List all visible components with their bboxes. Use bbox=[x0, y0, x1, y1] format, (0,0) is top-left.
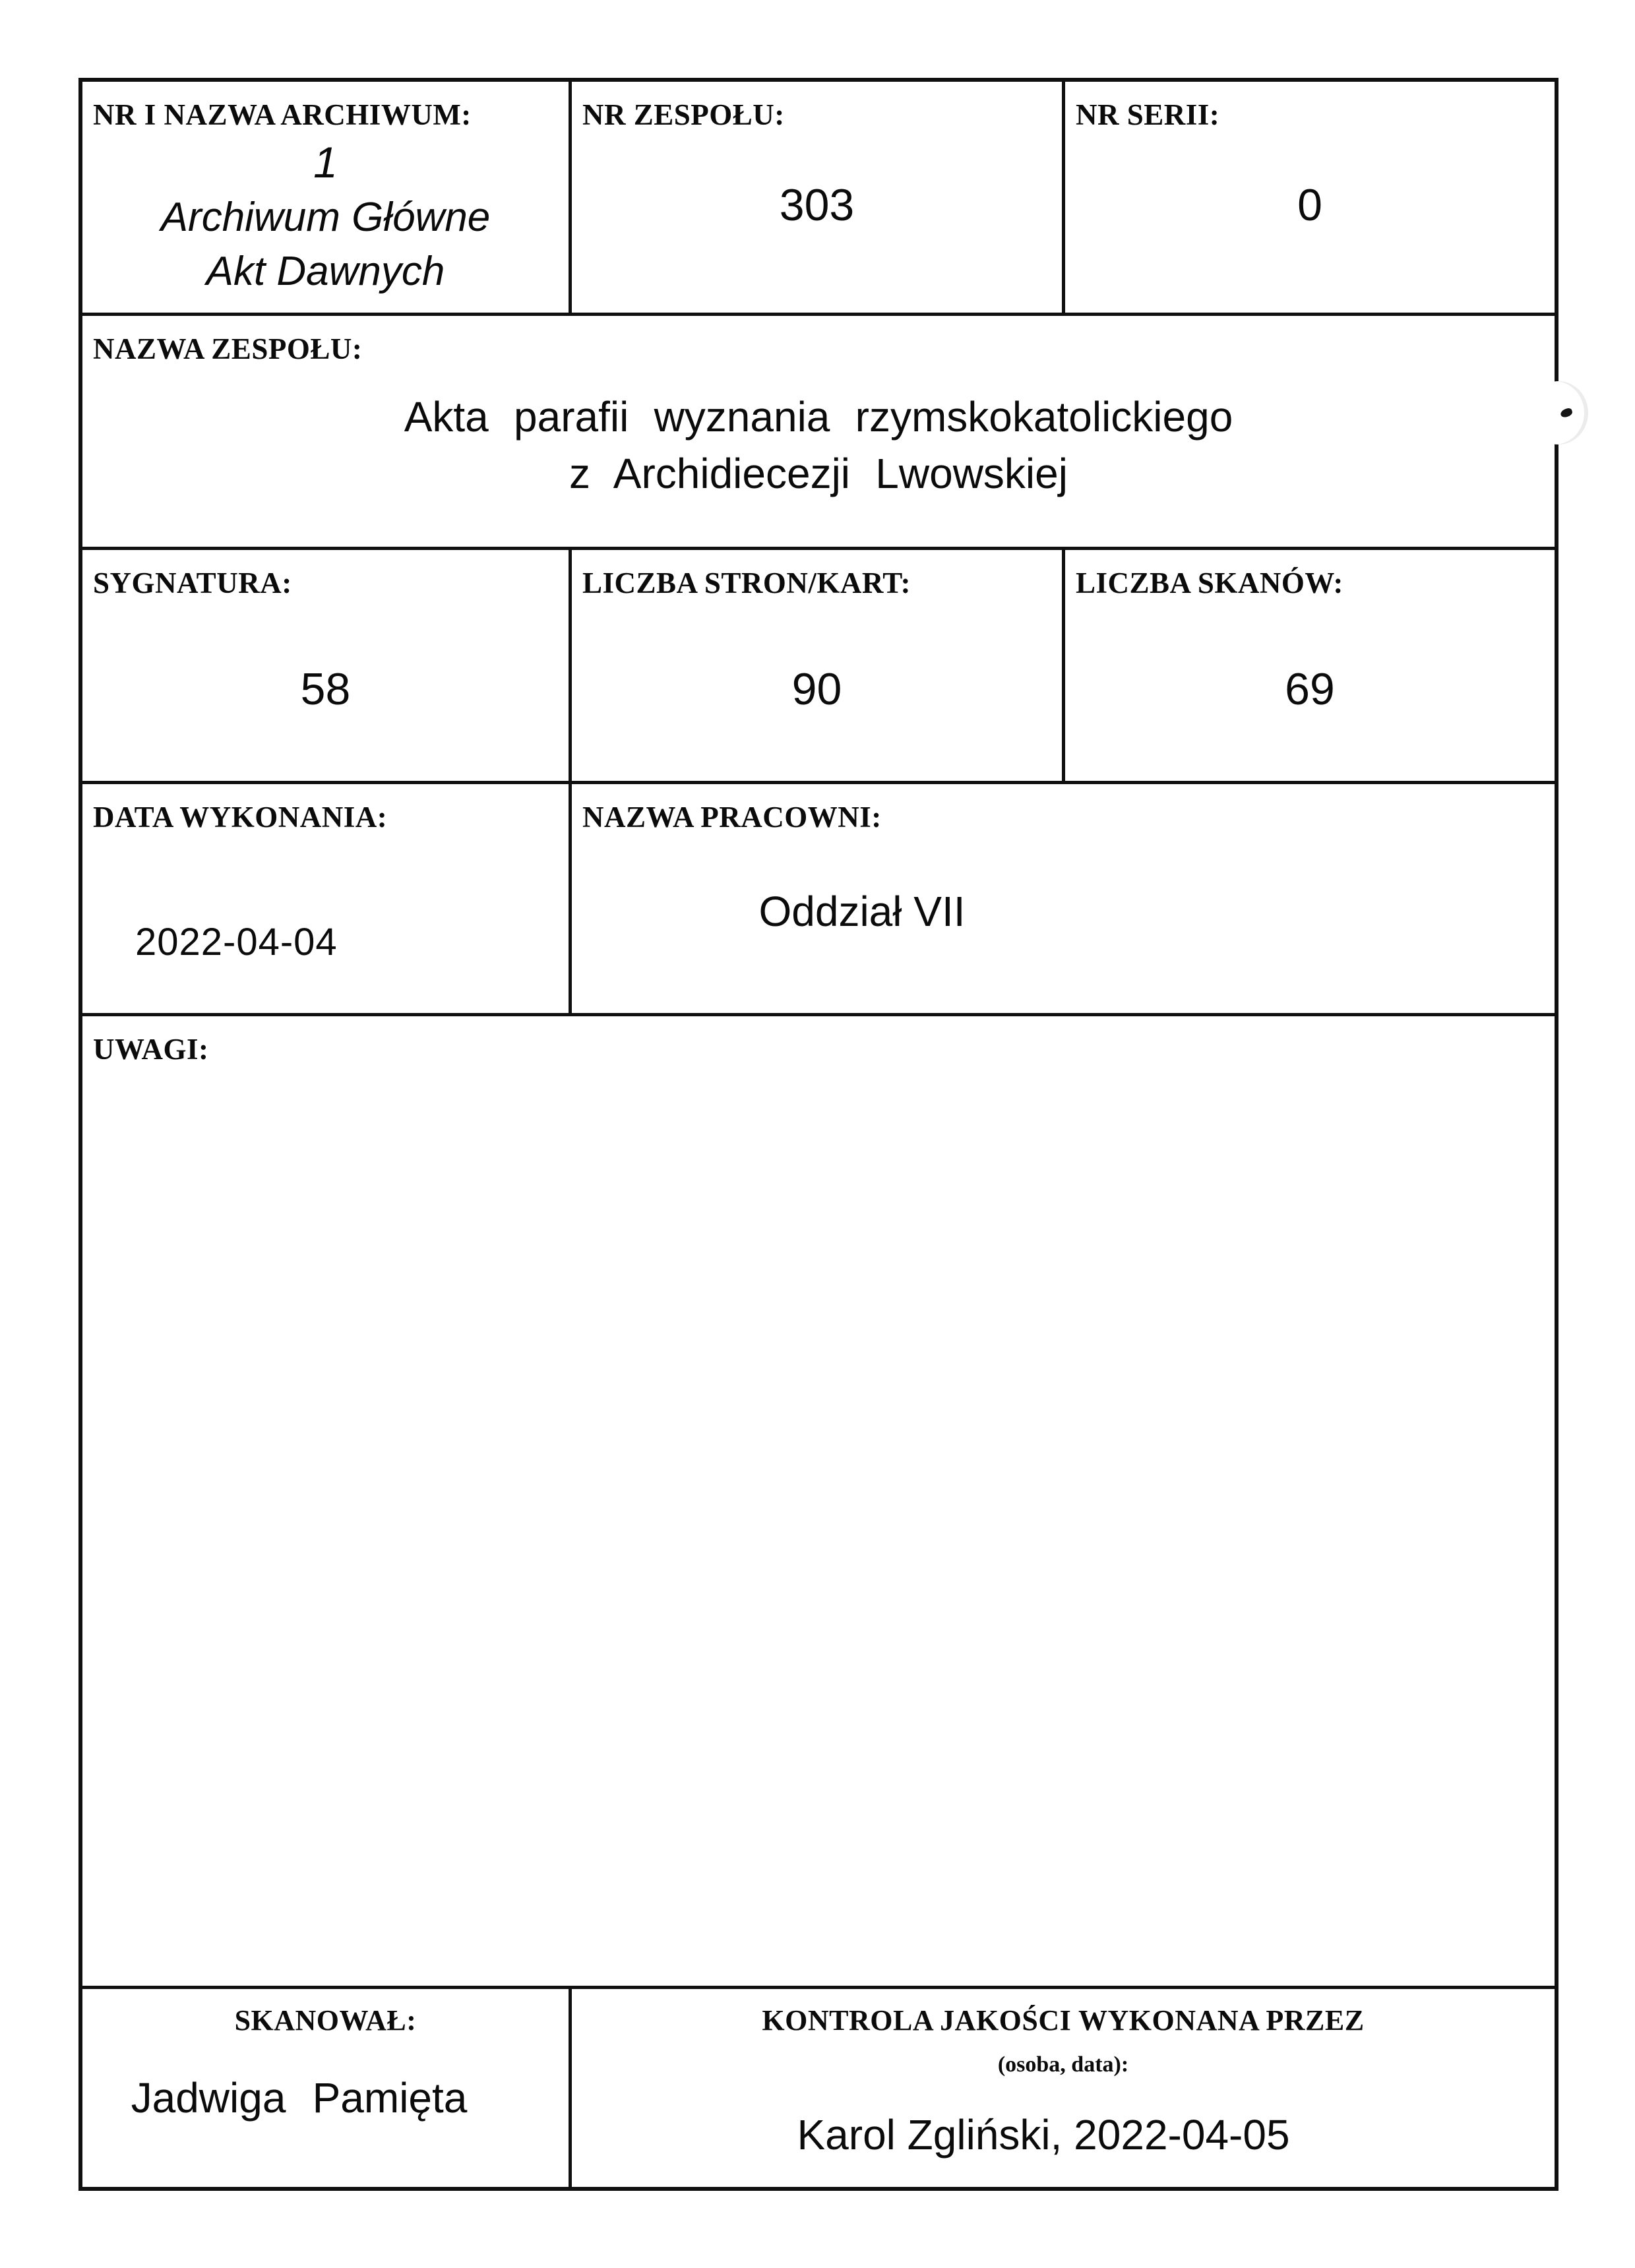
pages-count-label: LICZBA STRON/KART: bbox=[582, 567, 911, 599]
quality-control-cell bbox=[572, 1989, 1555, 2187]
workshop-value: Oddział VII bbox=[758, 888, 966, 935]
fonds-name-cell bbox=[82, 316, 1555, 550]
quality-control-label: KONTROLA JAKOŚCI WYKONANA PRZEZ bbox=[762, 2004, 1365, 2037]
quality-control-value: Karol Zgliński, 2022-04-05 bbox=[797, 2111, 1290, 2159]
scanned-by-value: Jadwiga Pamięta bbox=[131, 2074, 468, 2122]
scans-count-label: LICZBA SKANÓW: bbox=[1076, 567, 1343, 599]
scan-date-cell bbox=[82, 784, 572, 1016]
scan-date-value: 2022-04-04 bbox=[135, 921, 338, 964]
fonds-number-label: NR ZESPOŁU: bbox=[582, 98, 785, 131]
archive-number-value: 1 bbox=[313, 138, 338, 187]
remarks-label: UWAGI: bbox=[93, 1033, 209, 1066]
fonds-name-line2: z Archidiecezji Lwowskiej bbox=[569, 450, 1068, 497]
series-number-label: NR SERII: bbox=[1076, 98, 1220, 131]
scans-count-value: 69 bbox=[1285, 664, 1335, 714]
signature-cell bbox=[82, 550, 572, 784]
archive-name-line1: Archiwum Główne bbox=[160, 195, 491, 240]
archive-label: NR I NAZWA ARCHIWUM: bbox=[93, 98, 472, 131]
fonds-name-label: NAZWA ZESPOŁU: bbox=[93, 332, 363, 365]
archive-name-line2: Akt Dawnych bbox=[206, 249, 445, 294]
workshop-label: NAZWA PRACOWNI: bbox=[582, 801, 882, 834]
fonds-number-cell bbox=[572, 82, 1065, 316]
scan-date-label: DATA WYKONANIA: bbox=[93, 801, 388, 834]
archive-cell bbox=[82, 82, 572, 316]
scans-count-cell bbox=[1065, 550, 1555, 784]
scanned-by-label: SKANOWAŁ: bbox=[234, 2004, 417, 2037]
signature-label: SYGNATURA: bbox=[93, 567, 292, 599]
pages-count-value: 90 bbox=[791, 664, 842, 714]
pages-count-cell bbox=[572, 550, 1065, 784]
scan-artifact-dot bbox=[1560, 408, 1574, 419]
remarks-cell bbox=[82, 1016, 1555, 1989]
archive-scan-metadata-form bbox=[78, 78, 1558, 2191]
signature-value: 58 bbox=[300, 664, 351, 714]
workshop-cell bbox=[572, 784, 1555, 1016]
scan-artifact bbox=[1529, 381, 1588, 444]
fonds-number-value: 303 bbox=[779, 180, 855, 230]
series-number-cell bbox=[1065, 82, 1555, 316]
fonds-name-line1: Akta parafii wyznania rzymskokatolickiego bbox=[404, 393, 1233, 441]
scanned-by-cell bbox=[82, 1989, 572, 2187]
quality-control-sublabel: (osoba, data): bbox=[997, 2052, 1129, 2077]
series-number-value: 0 bbox=[1297, 180, 1322, 230]
